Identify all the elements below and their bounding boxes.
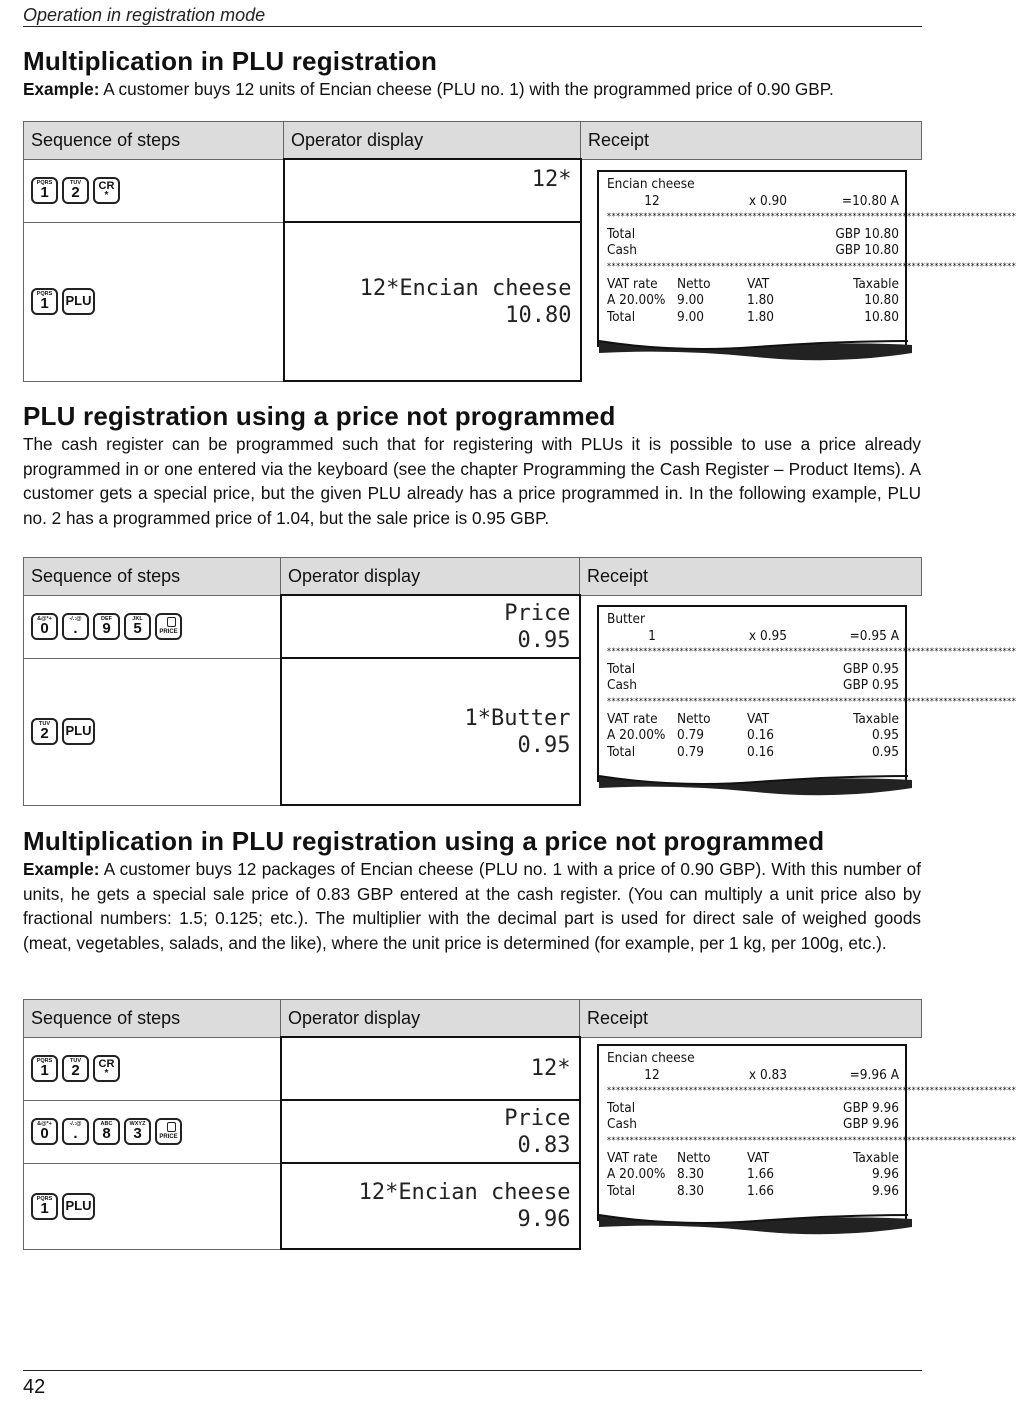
key-sublabel: PQRS — [36, 291, 53, 297]
receipt-vat-header-cell: Netto — [677, 710, 711, 727]
key-1 — [31, 288, 58, 315]
receipt-icon — [167, 1122, 176, 1132]
receipt-vat-row-cell: 9.96 — [871, 1166, 899, 1183]
header-rule — [23, 26, 922, 27]
receipt-torn-edge — [596, 1213, 916, 1243]
operator-display — [281, 595, 580, 658]
key-label: 1 — [40, 184, 49, 201]
receipt-total-label: Total — [607, 225, 636, 242]
plu-key — [62, 288, 95, 315]
footer-rule — [23, 1370, 922, 1371]
receipt-total-value: GBP 10.80 — [835, 225, 899, 242]
receipt-total-row — [607, 1100, 899, 1117]
key-sublabel: WXYZ — [129, 1121, 146, 1127]
display-line: 0.95 — [517, 627, 571, 653]
section-title-1: Multiplication in PLU registration — [23, 46, 438, 76]
receipt-vat-total-cell: 1.80 — [747, 308, 775, 325]
receipt-vat-row-cell: 1.66 — [747, 1166, 775, 1183]
receipt-vat-header-cell: VAT rate — [607, 1149, 658, 1166]
header-receipt: Receipt — [580, 1000, 922, 1038]
receipt-vat-row-cell: 0.79 — [677, 727, 705, 744]
receipt-vat-header-cell: VAT — [747, 1149, 770, 1166]
receipt-cash-label: Cash — [607, 242, 637, 259]
section3-example — [23, 857, 921, 955]
receipt-cash-value: GBP 0.95 — [843, 677, 899, 694]
key-label: 2 — [71, 184, 80, 201]
receipt-item-name: Butter — [607, 611, 646, 627]
section-title-2: PLU registration using a price not programmed — [23, 401, 616, 431]
receipt-vat-total-cell: Total — [607, 743, 636, 760]
receipt-total-row — [607, 661, 899, 678]
receipt-cash-row — [607, 677, 899, 694]
operator-display — [281, 658, 580, 805]
key-5 — [124, 613, 151, 640]
key-label: PLU — [65, 293, 92, 308]
page-number: 42 — [23, 1376, 46, 1398]
receipt-item-name: Encian cheese — [607, 176, 695, 192]
receipt-total-value: GBP 9.96 — [843, 1099, 899, 1116]
key-sublabel: ABC — [100, 1121, 113, 1127]
key-dot — [62, 1118, 89, 1145]
receipt-icon — [167, 617, 176, 627]
step-keys-cell — [24, 658, 281, 805]
key-label: 1 — [40, 1062, 49, 1079]
receipt-printout-3 — [597, 1044, 1016, 1221]
receipt-vat-total-cell: 10.80 — [864, 308, 899, 325]
display-line: 10.80 — [505, 302, 572, 328]
display-line: 12*Encian cheese — [359, 275, 572, 301]
key-label: PLU — [65, 1197, 92, 1213]
step-keys-cell — [24, 595, 281, 658]
receipt-item-row — [607, 611, 899, 628]
key-0 — [31, 613, 58, 640]
receipt-vat-row — [607, 727, 899, 744]
example-label: Example: — [23, 859, 100, 879]
receipt-separator: ****************************************************************************************** — [607, 1135, 1016, 1146]
receipt-torn-edge — [596, 339, 916, 369]
section2-paragraph: The cash register can be programmed such that for registering with PLUs it is possible to use a price already programmed in or one entered via the keyboard (see the chapter Programming the Cash Register – Product Items). A customer gets a special price, but the given PLU already has a price programmed in. In the following example, PLU no. 2 has a programmed price of 1.04, but the sale price is 0.95 GBP. — [23, 434, 921, 528]
receipt-separator: ****************************************************************************************** — [607, 212, 1016, 223]
display-line: 12* — [531, 167, 572, 192]
key-sublabel: TUV — [70, 180, 81, 186]
key-sequence — [24, 1193, 280, 1220]
key-label: 0 — [40, 1125, 49, 1142]
receipt-qty-row — [607, 193, 899, 210]
key-label: PRICE — [159, 629, 178, 635]
receipt-cash-row — [607, 242, 899, 259]
receipt-vat-total — [607, 309, 899, 326]
key-sublabel: -/.:@ — [69, 1121, 82, 1127]
price-key — [155, 1118, 182, 1145]
key-sequence — [24, 1118, 280, 1145]
plu-key — [62, 718, 95, 745]
operator-display — [281, 1037, 580, 1100]
key-label: 2 — [40, 725, 49, 742]
receipt-vat-row-cell: A 20.00% — [607, 292, 666, 309]
receipt-vat-row-cell: 8.30 — [677, 1166, 705, 1183]
key-sequence — [24, 1055, 280, 1082]
display-line: 9.96 — [517, 1207, 571, 1232]
display-line: 0.83 — [517, 1132, 571, 1158]
key-label: . — [73, 620, 78, 637]
key-0 — [31, 1118, 58, 1145]
display-line: 1*Butter — [464, 705, 571, 731]
receipt-vat-total-cell: 1.66 — [747, 1182, 775, 1199]
cr-key — [93, 1055, 120, 1082]
key-sublabel: &@*+ — [37, 1121, 52, 1127]
step-keys-cell — [24, 159, 284, 222]
key-label: 8 — [102, 1125, 111, 1142]
price-key — [155, 613, 182, 640]
step-keys-cell — [24, 1163, 281, 1249]
receipt-qty: 12 — [644, 192, 660, 209]
receipt-vat-total-cell: 0.16 — [747, 743, 775, 760]
key-label: PRICE — [159, 1134, 178, 1140]
receipt-cash-value: GBP 9.96 — [843, 1116, 899, 1133]
receipt-separator: ****************************************************************************************** — [607, 1086, 1016, 1097]
key-label: CR — [98, 1058, 115, 1070]
key-label: 0 — [40, 620, 49, 637]
section1-example — [23, 77, 921, 102]
header-display: Operator display — [281, 558, 580, 596]
operator-display — [284, 222, 581, 381]
example-label: Example: — [23, 79, 100, 99]
receipt-vat-row-cell: 10.80 — [864, 292, 899, 309]
receipt-vat-row — [607, 292, 899, 309]
key-label: . — [73, 1125, 78, 1142]
receipt-amount: =10.80 A — [841, 192, 899, 209]
receipt-total-label: Total — [607, 660, 636, 677]
key-dot — [62, 613, 89, 640]
key-1 — [31, 177, 58, 204]
key-label: PLU — [65, 723, 92, 738]
key-sublabel: DEF — [101, 616, 112, 622]
receipt-vat-header-cell: VAT — [747, 275, 770, 292]
receipt-cash-label: Cash — [607, 1116, 637, 1133]
key-sequence — [24, 613, 280, 640]
display-line: 12*Encian cheese — [358, 1180, 571, 1205]
receipt-vat-total-cell: Total — [607, 1182, 636, 1199]
receipt-vat-row — [607, 1166, 899, 1183]
key-2 — [31, 718, 58, 745]
receipt-vat-row-cell: 0.95 — [871, 727, 899, 744]
key-label: 2 — [71, 1062, 80, 1079]
header-steps: Sequence of steps — [24, 558, 281, 596]
key-sublabel: -/.:@ — [69, 616, 82, 622]
step-keys-cell — [24, 222, 284, 381]
operator-display — [281, 1163, 580, 1249]
receipt-vat-total — [607, 1183, 899, 1200]
key-9 — [93, 613, 120, 640]
display-line: 12* — [530, 1056, 571, 1081]
section-title-3: Multiplication in PLU registration using a price not programmed — [23, 826, 825, 856]
receipt-cash-value: GBP 10.80 — [835, 242, 899, 259]
key-sublabel: PQRS — [36, 180, 53, 186]
receipt-vat-header-cell: Taxable — [853, 1149, 899, 1166]
cr-key — [93, 177, 120, 204]
receipt-vat-header-cell: Netto — [677, 275, 711, 292]
receipt-vat-row-cell: A 20.00% — [607, 727, 666, 744]
receipt-amount: =9.96 A — [849, 1066, 899, 1083]
receipt-vat-total-cell: 9.00 — [677, 308, 705, 325]
key-label: 1 — [40, 1199, 49, 1217]
key-2 — [62, 177, 89, 204]
receipt-unit-price: x 0.83 — [748, 1066, 787, 1083]
receipt-vat-header — [607, 1150, 899, 1167]
receipt-vat-header-cell: VAT rate — [607, 710, 658, 727]
receipt-total-value: GBP 0.95 — [843, 660, 899, 677]
step-keys-cell — [24, 1100, 281, 1163]
receipt-vat-row-cell: 0.16 — [747, 727, 775, 744]
receipt-torn-edge — [596, 774, 916, 804]
example-text: A customer buys 12 packages of Encian cheese (PLU no. 1 with a price of 0.90 GBP). With this number of units, he gets a special sale price of 0.83 GBP entered at the cash register. (You can multiply a unit price also by fractional numbers: 1.5; 0.125; etc.). The multiplier with the decimal part is used for direct sale of weighed goods (meat, vegetables, salads, and the like), where the unit price is determined (for example, per 1 kg, per 100g, etc.). — [23, 859, 921, 953]
receipt-vat-header — [607, 711, 899, 728]
receipt-qty-row — [607, 628, 899, 645]
receipt-vat-header-cell: VAT rate — [607, 275, 658, 292]
key-sublabel: TUV — [70, 1058, 81, 1064]
receipt-vat-total-cell: 8.30 — [677, 1182, 705, 1199]
receipt-total-row — [607, 226, 899, 243]
key-sublabel: PQRS — [36, 1195, 53, 1202]
operator-display — [281, 1100, 580, 1163]
receipt-vat-row-cell: 1.80 — [747, 292, 775, 309]
plu-key — [62, 1193, 95, 1220]
key-label: 3 — [133, 1125, 142, 1142]
header-display: Operator display — [281, 1000, 580, 1038]
receipt-vat-row-cell: A 20.00% — [607, 1166, 666, 1183]
receipt-vat-header-cell: Netto — [677, 1149, 711, 1166]
key-3 — [124, 1118, 151, 1145]
key-sublabel: * — [104, 190, 109, 201]
receipt-vat-row-cell: 9.00 — [677, 292, 705, 309]
key-label: CR — [98, 180, 115, 192]
key-sublabel: TUV — [39, 721, 50, 727]
key-sequence — [24, 288, 283, 315]
header-steps: Sequence of steps — [24, 122, 284, 160]
receipt-unit-price: x 0.90 — [748, 192, 787, 209]
receipt-vat-total-cell: 9.96 — [871, 1182, 899, 1199]
key-8 — [93, 1118, 120, 1145]
receipt-separator: ****************************************************************************************** — [607, 647, 1016, 658]
receipt-vat-header-cell: Taxable — [853, 710, 899, 727]
key-label: 9 — [102, 620, 111, 637]
receipt-item-row — [607, 176, 899, 193]
header-display: Operator display — [284, 122, 581, 160]
example-text: A customer buys 12 units of Encian cheese (PLU no. 1) with the programmed price of 0.90 GBP. — [99, 79, 834, 99]
receipt-printout-1 — [597, 170, 1016, 347]
display-line: Price — [504, 1105, 571, 1131]
receipt-qty-row — [607, 1067, 899, 1084]
header-receipt: Receipt — [580, 558, 922, 596]
receipt-qty: 12 — [644, 1066, 660, 1083]
receipt-vat-total-cell: 0.95 — [871, 743, 899, 760]
receipt-vat-header — [607, 276, 899, 293]
receipt-qty: 1 — [648, 627, 656, 644]
key-sublabel: PQRS — [36, 1058, 53, 1064]
key-label: 1 — [40, 295, 49, 312]
receipt-vat-header-cell: VAT — [747, 710, 770, 727]
receipt-amount: =0.95 A — [849, 627, 899, 644]
key-sequence — [24, 718, 280, 745]
receipt-separator: ****************************************************************************************** — [607, 261, 1016, 272]
key-1 — [31, 1055, 58, 1082]
receipt-vat-total-cell: Total — [607, 308, 636, 325]
display-line: 0.95 — [517, 732, 571, 758]
key-sublabel: &@*+ — [37, 616, 52, 622]
receipt-item-name: Encian cheese — [607, 1050, 695, 1066]
display-line: Price — [504, 600, 571, 626]
key-1 — [31, 1193, 58, 1220]
receipt-cash-row — [607, 1116, 899, 1133]
receipt-separator: ****************************************************************************************** — [607, 696, 1016, 707]
receipt-printout-2 — [597, 605, 1016, 782]
running-header: Operation in registration mode — [23, 5, 266, 25]
header-receipt: Receipt — [581, 122, 922, 160]
receipt-cash-label: Cash — [607, 677, 637, 694]
receipt-vat-header-cell: Taxable — [853, 275, 899, 292]
step-keys-cell — [24, 1037, 281, 1100]
key-sublabel: * — [104, 1068, 109, 1079]
receipt-total-label: Total — [607, 1099, 636, 1116]
operator-display — [284, 159, 581, 222]
header-steps: Sequence of steps — [24, 1000, 281, 1038]
receipt-vat-total — [607, 744, 899, 761]
receipt-vat-total-cell: 0.79 — [677, 743, 705, 760]
key-label: 5 — [133, 620, 142, 637]
receipt-item-row — [607, 1050, 899, 1067]
receipt-unit-price: x 0.95 — [748, 627, 787, 644]
key-2 — [62, 1055, 89, 1082]
key-sequence — [24, 177, 283, 204]
key-sublabel: JKL — [132, 616, 143, 622]
